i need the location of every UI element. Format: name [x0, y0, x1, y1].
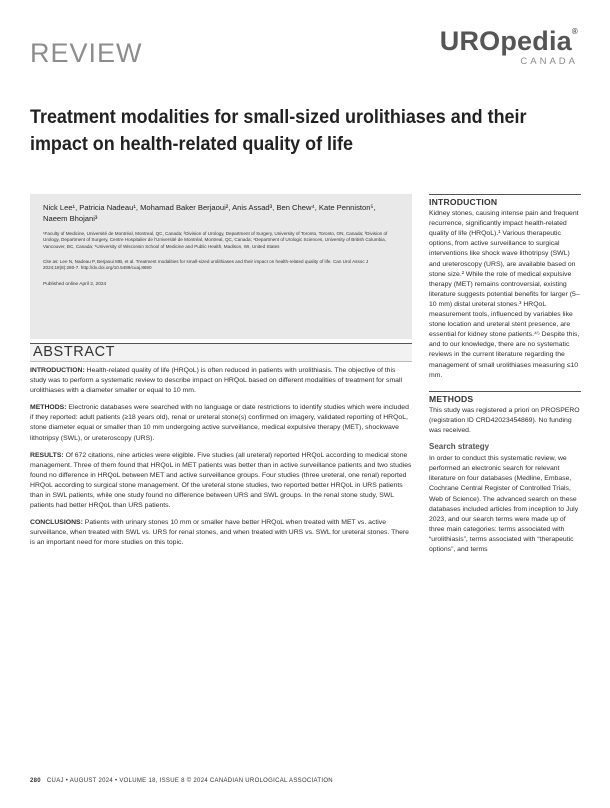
page-number: 280 — [30, 778, 41, 784]
search-strategy-text: In order to conduct this systematic review, we performed an electronic search for relevant literature on four databases (Medline, Embase, Cochrane Central Register of Controlled Trials, Web of Science). The advanced search on these databases included articles from inception to July 2023, and our search terms were made up of three main categories: terms associated with “urolithiasis”, terms associated with “therapeutic options”, and terms — [429, 455, 579, 553]
introduction-text: Kidney stones, causing intense pain and frequent recurrence, significantly impact health-related quality of life (HRQoL).¹ Various therapeutic options, from active surveillance to surgical interventions like shock wave lithotripsy (SWL) and ureteroscopy (URS), are available based on stone size.² While the role of medical expulsive therapy (MET) remains controversial, existing literature suggests potential benefits for larger (5–10 mm) distal ureteral stones.³ HRQoL measurement tools, influenced by variables like stone location and ureteral stent presence, are essential for kidney stone patients.⁴⁵ Despite this, and to our knowledge, there are no systematic reviews in the current literature regarding the management of small urolithiases measuring ≤10 mm. — [429, 210, 580, 379]
abstract-introduction — [30, 366, 412, 396]
right-column — [429, 194, 581, 561]
abstract-methods — [30, 403, 412, 443]
abstract-results-label: RESULTS: — [30, 451, 64, 459]
affiliations: ¹Faculty of Medicine, Université de Montréal, Montreal, QC, Canada; ²Division of Urology, Department of Surgery, University of Toronto, Toronto, ON, Canada; ³Division of Urology, Department of Surgery, Centre Hospitalier de l'Université de Montréal, Montreal, QC, Canada; ⁴Department of Urologic Sciences, University of British Columbia, Vancouver, BC, Canada; ⁵University of Wisconsin School of Medicine and Public Health, Madison, WI, United States — [43, 231, 388, 249]
abstract-results — [30, 451, 412, 512]
abstract-conclusions-text: Patients with urinary stones 10 mm or smaller have better HRQoL when treated with MET vs. active surveillance, when treated with SWL vs. URS for renal stones, and when treated with URS vs. SWL for ureteral stones. There is an important need for more studies on this topic. — [30, 519, 409, 547]
footer-text: CUAJ • AUGUST 2024 • VOLUME 18, ISSUE 8 © 2024 CANADIAN UROLOGICAL ASSOCIATION — [46, 778, 333, 784]
abstract-conclusions — [30, 518, 412, 548]
abstract-intro-text: Health-related quality of life (HRQoL) is often reduced in patients with urolithiasis. The objective of this study was to perform a systematic review to describe impact on HRQoL based on different modalities of treatment for small urolithiases with a diameter smaller or equal to 10 mm. — [30, 367, 403, 395]
article-title: Treatment modalities for small-sized urolithiases and their impact on health-related quality of life — [30, 106, 527, 155]
abstract-conclusions-label: CONCLUSIONS: — [30, 519, 83, 527]
section-label: REVIEW — [30, 38, 143, 68]
journal-logo — [440, 28, 578, 67]
abstract-methods-label: METHODS: — [30, 404, 67, 412]
abstract-body — [30, 366, 412, 556]
abstract-intro-label: INTRODUCTION: — [30, 367, 85, 374]
page-footer — [30, 778, 333, 784]
citation: Cite as: Lee N, Nadeau P, Berjaoui MB, et al. Treatment modalities for small-sized urolithiases and their impact on health-related quality of life. Can Urol Assoc J 2024;18(8):280-7. http://dx.doi.org/10.5489/cuaj.8690 — [43, 258, 369, 271]
published-date: Published online April 2, 2024 — [43, 282, 107, 288]
search-strategy-heading: Search strategy — [429, 442, 490, 452]
logo-part-uro: URO — [439, 26, 501, 56]
author-info-box — [30, 194, 412, 339]
introduction-heading: INTRODUCTION — [429, 194, 581, 207]
methods-text: This study was registered a priori on PROSPERO (registration ID CRD42023454869). No funding was received. — [429, 406, 580, 434]
author-list: Nick Lee¹, Patricia Nadeau¹, Mohamad Baker Berjaoui², Anis Assad³, Ben Chew⁴, Kate Penniston⁵, Naeem Bhojani³ — [43, 203, 376, 223]
methods-heading: METHODS — [429, 391, 581, 404]
abstract-heading: ABSTRACT — [30, 343, 412, 362]
abstract-methods-text: Electronic databases were searched with no language or date restrictions to identify studies which were included if they reported: adult patients (≥18 years old), renal or ureteral stone(s) confirmed on imagery, validated reporting of HRQoL, stone diameter equal or smaller than 10 mm undergoing active surveillance, medical expulsive therapy (MET), shockwave lithotripsy (SWL), or ureteroscopy (URS). — [30, 404, 409, 442]
abstract-results-text: Of 672 citations, nine articles were eligible. Five studies (all ureteral) reported HRQoL according to medical stone management. Three of them found that HRQoL in MET patients was better than in active surveillance patients and two studies found no difference in HRQoL between MET and active surveillance groups. Four studies (three ureteral, one renal) reported HRQoL according to surgical stone management. Of the ureteral stone studies, two reported better HRQoL in URS patients than in SWL patients, while one study found no difference between URS and SWL groups. In the renal stone study, SWL patients had better HRQoL than URS patients. — [30, 451, 412, 510]
logo-registered-mark: ® — [571, 27, 578, 36]
logo-subtitle: CANADA — [520, 56, 578, 67]
logo-part-pedia: pedia — [500, 26, 572, 56]
